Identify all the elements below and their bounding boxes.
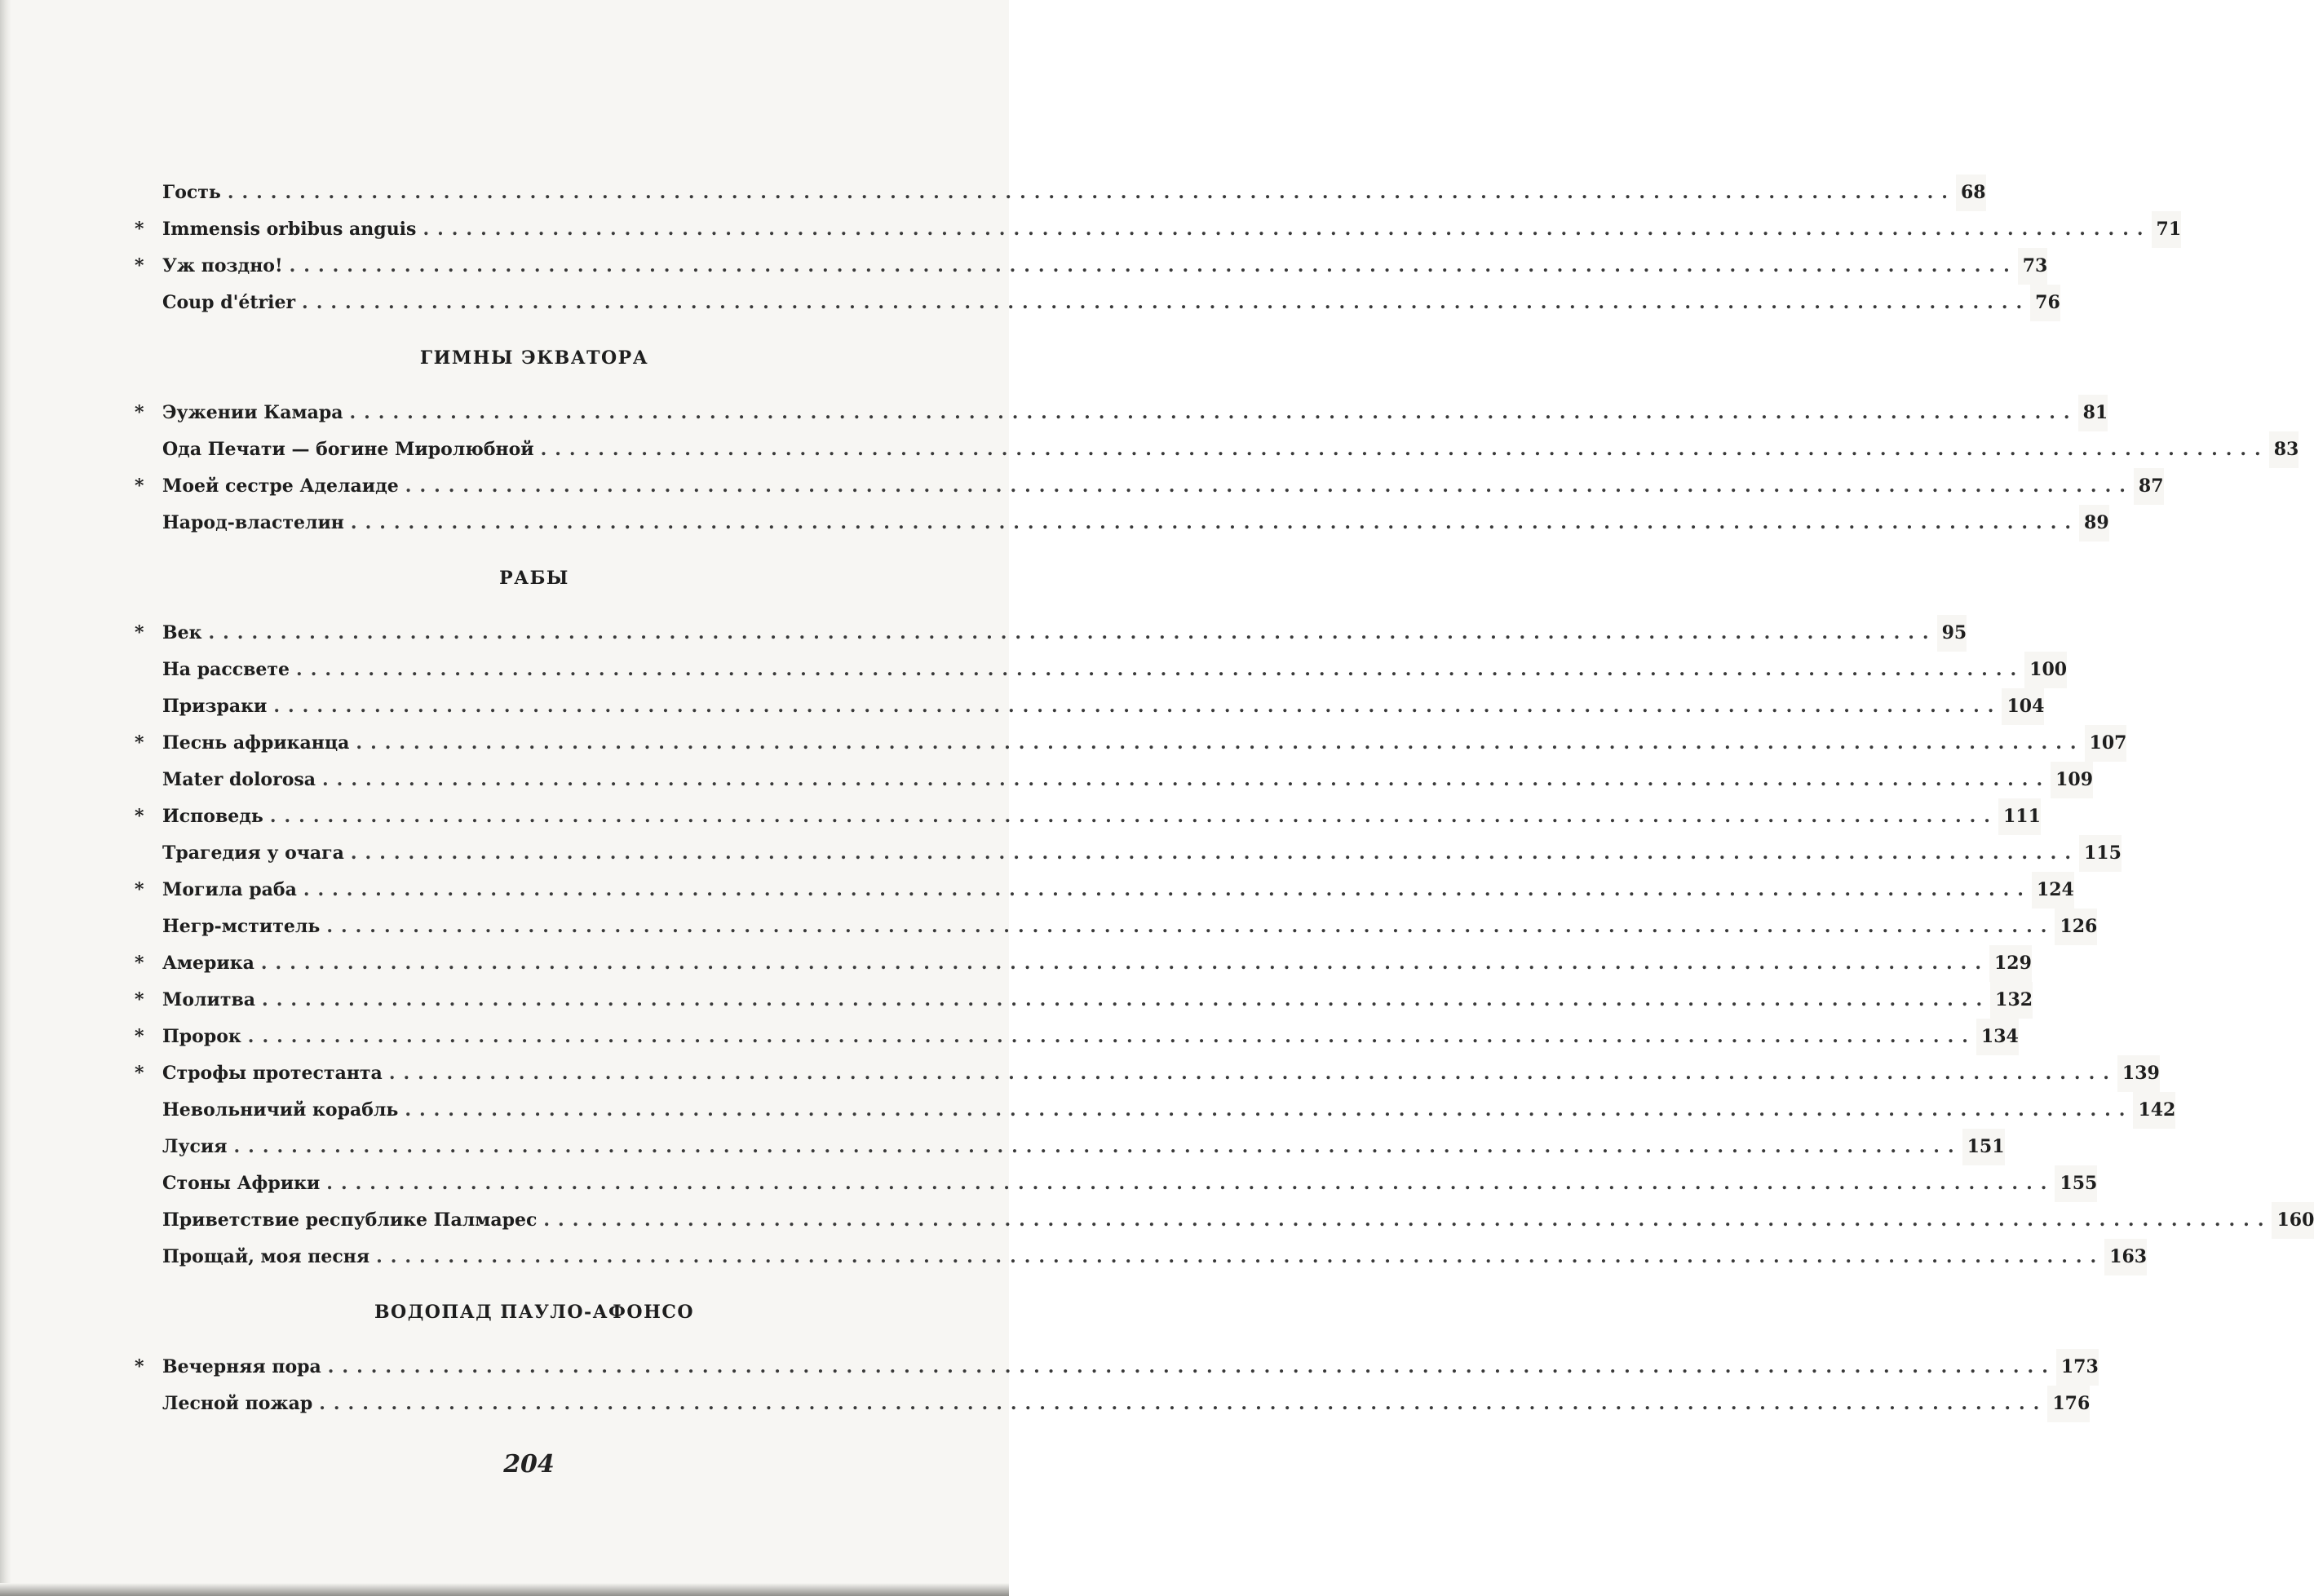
toc-entry (135, 1129, 2005, 1165)
first-translation-mark: * (135, 622, 144, 643)
entry-title: Coup d'étrier (162, 285, 302, 321)
section-heading: ВОДОПАД ПАУЛО-АФОНСО (374, 1302, 695, 1323)
entry-page-number: 134 (1976, 1019, 2019, 1055)
toc-entry (135, 1386, 2091, 1422)
section-heading: РАБЫ (499, 568, 569, 589)
page-left-edge (0, 0, 11, 1596)
entry-page-number: 129 (1989, 945, 2032, 982)
dot-leader: ........................................................................................................................ (543, 1209, 2272, 1231)
toc-entry (135, 725, 2127, 762)
dot-leader: ........................................................................................................................ (260, 953, 1989, 974)
entry-page-number: 111 (1998, 798, 2041, 835)
toc-entry (135, 505, 2109, 542)
entry-title: Mater dolorosa (162, 762, 322, 798)
toc-entry (135, 395, 2108, 431)
entry-title: Вечерняя пора (162, 1349, 328, 1386)
dot-leader: ........................................................................................................................ (349, 402, 2078, 423)
entry-page-number: 132 (1990, 982, 2033, 1019)
toc-entry (135, 909, 2098, 945)
entry-title: Пророк (162, 1019, 248, 1055)
toc-entry (135, 945, 2032, 982)
toc-entry (135, 652, 2068, 688)
dot-leader: ........................................................................................................................ (356, 732, 2085, 754)
first-translation-mark: * (135, 879, 144, 900)
dot-leader: ........................................................................................................................ (326, 1173, 2055, 1194)
toc-entry (135, 1239, 2148, 1275)
dot-leader: ........................................................................................................................ (388, 1063, 2117, 1084)
dot-leader: ........................................................................................................................ (296, 659, 2025, 680)
entry-title: Строфы протестанта (162, 1055, 389, 1092)
toc-entry (135, 798, 2041, 835)
entry-title: Негр-мститель (162, 909, 326, 945)
entry-title: Моей сестре Аделаиде (162, 468, 405, 505)
toc-entry (135, 1349, 2099, 1386)
entry-title: Лусия (162, 1129, 234, 1165)
toc-entry (135, 872, 2074, 909)
dot-leader: ........................................................................................................................ (350, 512, 2080, 533)
entry-title: Песнь африканца (162, 725, 356, 762)
entry-title: Прощай, моя песня (162, 1239, 376, 1275)
entry-title: Призраки (162, 688, 273, 725)
entry-page-number: 142 (2133, 1092, 2175, 1129)
first-translation-mark: * (135, 402, 144, 423)
entry-title: Молитва (162, 982, 262, 1019)
toc-entry (135, 211, 2182, 248)
dot-leader: ........................................................................................................................ (247, 1026, 1976, 1047)
toc-entry (135, 285, 2060, 321)
toc-entry (135, 1165, 2098, 1202)
dot-leader: ........................................................................................................................ (319, 1393, 2048, 1414)
dot-leader: ........................................................................................................................ (262, 989, 1991, 1010)
entry-title: Гость (162, 175, 228, 211)
entry-page-number: 89 (2079, 505, 2109, 542)
dot-leader: ........................................................................................................................ (405, 475, 2134, 497)
entry-page-number: 76 (2030, 285, 2060, 321)
entry-title: Америка (162, 945, 261, 982)
toc-entry (135, 615, 1967, 652)
entry-title: Трагедия у очага (162, 835, 351, 872)
entry-title: Народ-властелин (162, 505, 351, 542)
entry-page-number: 139 (2117, 1055, 2160, 1092)
dot-leader: ........................................................................................................................ (273, 696, 2002, 717)
toc-entry (135, 982, 2033, 1019)
entry-title: Век (162, 615, 208, 652)
first-translation-mark: * (135, 1356, 144, 1377)
entry-title: Уж поздно! (162, 248, 290, 285)
dot-leader: ........................................................................................................................ (376, 1246, 2105, 1267)
entry-page-number: 109 (2051, 762, 2093, 798)
entry-page-number: 83 (2269, 431, 2299, 468)
toc-entry (135, 1092, 2176, 1129)
entry-title: Невольничий корабль (162, 1092, 405, 1129)
section-heading: ГИМНЫ ЭКВАТОРА (419, 347, 649, 369)
entry-page-number: 73 (2018, 248, 2048, 285)
dot-leader: ........................................................................................................................ (322, 769, 2051, 790)
toc-entry (135, 688, 2045, 725)
first-translation-mark: * (135, 806, 144, 827)
first-translation-mark: * (135, 953, 144, 974)
first-translation-mark: * (135, 475, 144, 497)
entry-title: Приветствие республике Палмарес (162, 1202, 543, 1239)
entry-page-number: 71 (2152, 211, 2182, 248)
entry-page-number: 115 (2079, 835, 2122, 872)
entry-page-number: 68 (1956, 175, 1986, 211)
toc-entry (135, 431, 2299, 468)
first-translation-mark: * (135, 219, 144, 240)
toc-entry (135, 468, 2164, 505)
entry-page-number: 126 (2055, 909, 2097, 945)
toc-entry (135, 835, 2122, 872)
dot-leader: ........................................................................................................................ (327, 1356, 2056, 1377)
dot-leader: ........................................................................................................................ (233, 1136, 1962, 1157)
entry-page-number: 155 (2055, 1165, 2097, 1202)
entry-page-number: 100 (2024, 652, 2067, 688)
dot-leader: ........................................................................................................................ (540, 439, 2269, 460)
entry-page-number: 87 (2134, 468, 2164, 505)
page-bottom-edge (0, 1583, 1009, 1596)
entry-page-number: 176 (2047, 1386, 2090, 1422)
entry-page-number: 95 (1937, 615, 1967, 652)
entry-page-number: 163 (2104, 1239, 2147, 1275)
dot-leader: ........................................................................................................................ (302, 292, 2031, 313)
entry-title: На рассвете (162, 652, 296, 688)
entry-page-number: 81 (2078, 395, 2108, 431)
entry-page-number: 151 (1962, 1129, 2005, 1165)
toc-entry (135, 248, 2048, 285)
entry-title: Могила раба (162, 872, 303, 909)
dot-leader: ........................................................................................................................ (208, 622, 1937, 643)
entry-title: Эужении Камара (162, 395, 349, 431)
dot-leader: ........................................................................................................................ (227, 182, 1956, 203)
entry-title: Ода Печати — богине Миролюбной (162, 431, 541, 468)
entry-title: Стоны Африки (162, 1165, 326, 1202)
entry-title: Исповедь (162, 798, 270, 835)
dot-leader: ........................................................................................................................ (405, 1099, 2134, 1121)
first-translation-mark: * (135, 1063, 144, 1084)
entry-page-number: 104 (2002, 688, 2044, 725)
table-of-contents (135, 175, 2314, 1422)
dot-leader: ........................................................................................................................ (303, 879, 2032, 900)
entry-page-number: 173 (2056, 1349, 2099, 1386)
entry-page-number: 124 (2032, 872, 2074, 909)
entry-page-number: 107 (2085, 725, 2127, 762)
dot-leader: ........................................................................................................................ (350, 842, 2079, 864)
toc-entry (135, 1055, 2160, 1092)
first-translation-mark: * (135, 255, 144, 276)
dot-leader: ........................................................................................................................ (423, 219, 2152, 240)
entry-title: Лесной пожар (162, 1386, 319, 1422)
toc-entry (135, 1202, 2314, 1239)
dot-leader: ........................................................................................................................ (269, 806, 1998, 827)
entry-title: Immensis orbibus anguis (162, 211, 423, 248)
page-number: 204 (503, 1450, 555, 1479)
entry-page-number: 160 (2272, 1202, 2314, 1239)
toc-entry (135, 1019, 2019, 1055)
first-translation-mark: * (135, 1026, 144, 1047)
first-translation-mark: * (135, 989, 144, 1010)
dot-leader: ........................................................................................................................ (326, 916, 2055, 937)
toc-entry (135, 175, 1986, 211)
first-translation-mark: * (135, 732, 144, 754)
dot-leader: ........................................................................................................................ (289, 255, 2018, 276)
toc-entry (135, 762, 2094, 798)
